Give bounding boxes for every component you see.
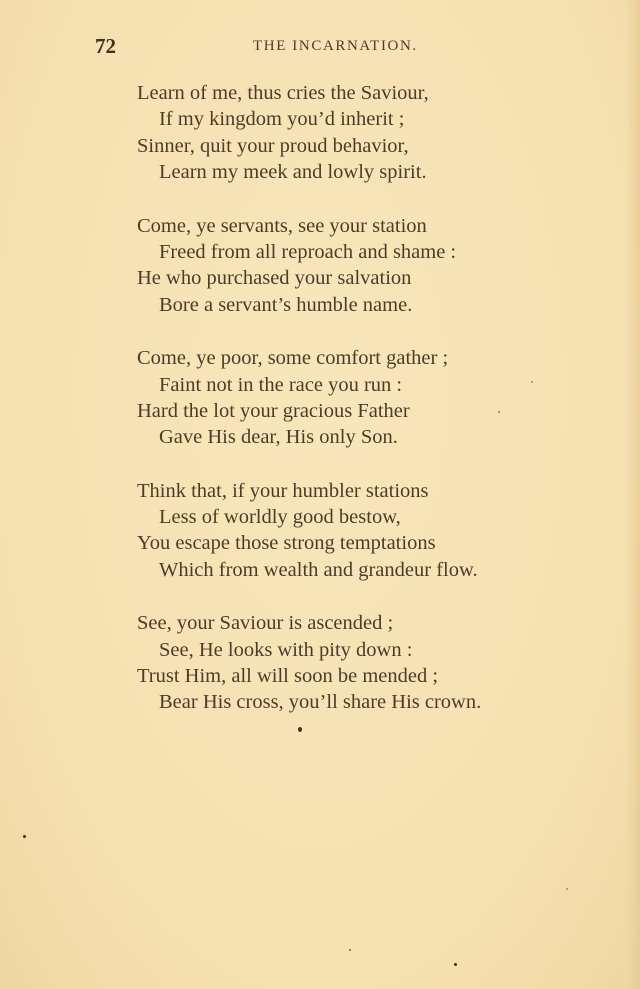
- poem-line: Come, ye poor, some comfort gather ;: [137, 347, 449, 370]
- stanza: [137, 80, 577, 186]
- ink-speck: [498, 411, 500, 413]
- poem-line: Gave His dear, His only Son.: [159, 426, 398, 449]
- page-number: 72: [95, 34, 116, 58]
- stanza: [137, 610, 577, 716]
- poem-line: Less of worldly good bestow,: [159, 506, 401, 529]
- page-header: [0, 34, 640, 58]
- poem-line: Think that, if your humbler stations: [137, 479, 429, 502]
- ink-speck: [23, 835, 26, 838]
- ink-speck: [566, 888, 568, 890]
- poem-body: [137, 80, 577, 743]
- poem-line: Hard the lot your gracious Father: [137, 399, 410, 422]
- ink-speck: [349, 949, 351, 951]
- poem-line: Freed from all reproach and shame :: [159, 240, 457, 263]
- poem-line: Come, ye servants, see your station: [137, 214, 427, 237]
- poem-line: Learn of me, thus cries the Saviour,: [137, 82, 429, 104]
- ink-speck: [298, 727, 302, 732]
- poem-line: Bore a servant’s humble name.: [159, 293, 413, 316]
- poem-line: See, He looks with pity down :: [159, 638, 413, 661]
- poem-line: Sinner, quit your proud behavior,: [137, 134, 409, 157]
- ink-speck: [454, 963, 457, 966]
- poem-line: Bear His cross, you’ll share His crown.: [159, 691, 482, 714]
- poem-line: If my kingdom you’d inherit ;: [159, 108, 405, 131]
- poem-line: See, your Saviour is ascended ;: [137, 612, 394, 635]
- poem-line: Trust Him, all will soon be mended ;: [137, 665, 439, 688]
- running-head: THE INCARNATION.: [253, 38, 418, 54]
- poem-line: Learn my meek and lowly spirit.: [159, 161, 427, 184]
- poem-line: You escape those strong temptations: [137, 532, 436, 555]
- poem-line: Faint not in the race you run :: [159, 373, 403, 396]
- stanza: [137, 345, 577, 451]
- page-edge-shadow: [626, 0, 640, 989]
- ink-speck: [531, 381, 533, 383]
- poem-line: He who purchased your salvation: [137, 267, 412, 290]
- stanza: [137, 213, 577, 319]
- poem-line: Which from wealth and grandeur flow.: [159, 558, 478, 581]
- stanza: [137, 478, 577, 584]
